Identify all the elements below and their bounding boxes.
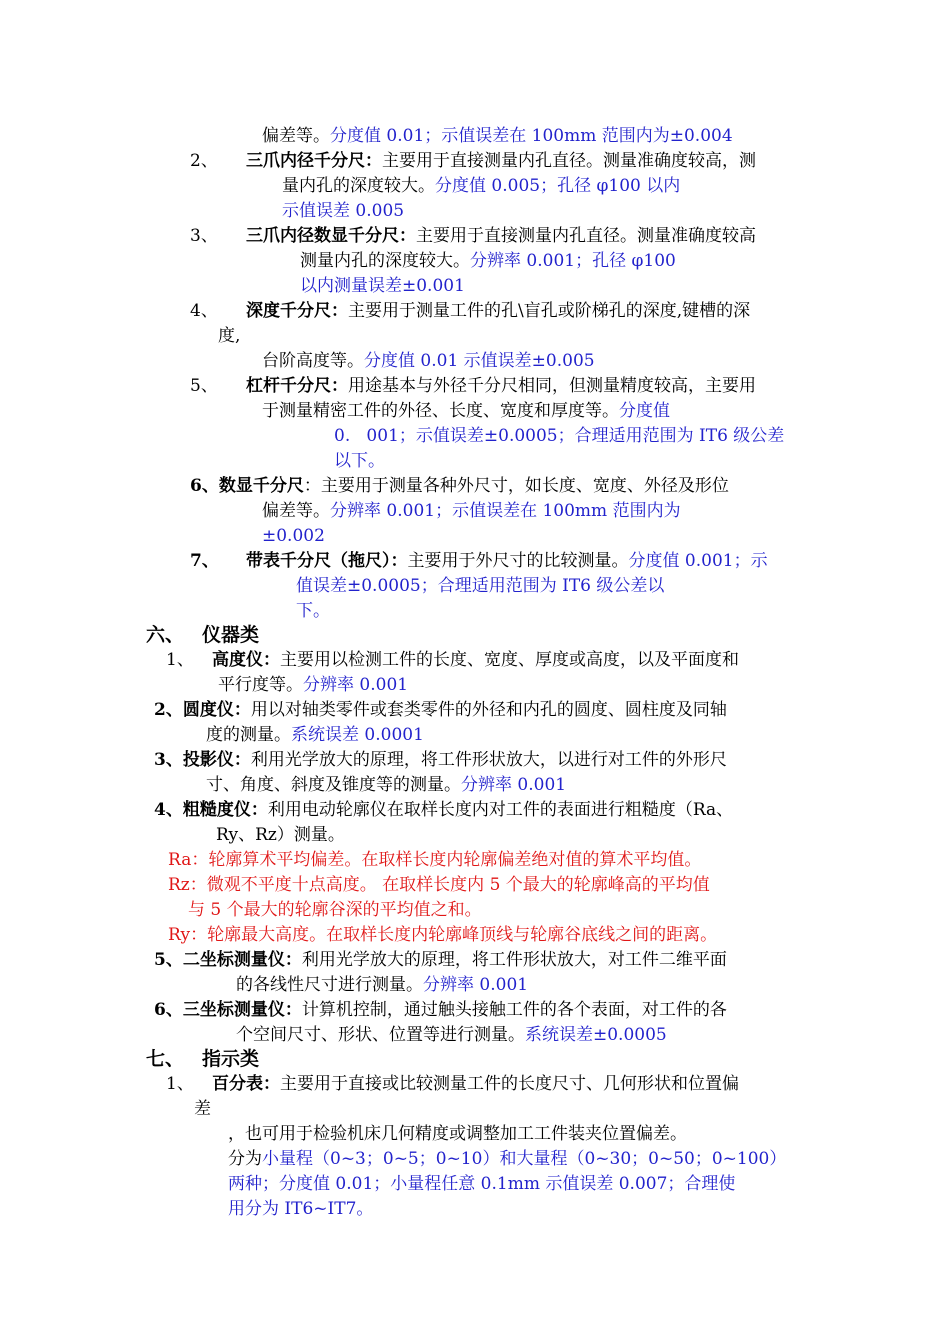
list-item: 7、 带表千分尺（拖尺）：主要用于外尺寸的比较测量。分度值 0.001；示 xyxy=(190,551,768,571)
list-item: 4、粗糙度仪：利用电动轮廓仪在取样长度内对工件的表面进行粗糙度（Ra、 xyxy=(154,800,734,820)
text-line: 分为小量程（0~3；0~5；0~10）和大量程（0~30；0~50；0~100） xyxy=(228,1149,787,1169)
definition-ra: Ra：轮廓算术平均偏差。在取样长度内轮廓偏差绝对值的算术平均值。 xyxy=(168,850,702,870)
definition-ry: Ry：轮廓最大高度。在取样长度内轮廓峰顶线与轮廓谷底线之间的距离。 xyxy=(168,925,718,945)
text-line: 于测量精密工件的外径、长度、宽度和厚度等。分度值 xyxy=(262,401,670,421)
text-line: 台阶高度等。分度值 0.01 示值误差±0.005 xyxy=(262,351,595,371)
list-item: 6、数显千分尺：主要用于测量各种外尺寸，如长度、宽度、外径及形位 xyxy=(190,476,729,496)
text-line: 下。 xyxy=(296,601,330,621)
list-item: 5、二坐标测量仪：利用光学放大的原理，将工件形状放大，对工件二维平面 xyxy=(154,950,727,970)
text-line: 度, xyxy=(218,326,241,346)
text-line: 测量内孔的深度较大。分辨率 0.001；孔径 φ100 xyxy=(300,251,676,271)
text-line: 值误差±0.0005；合理适用范围为 IT6 级公差以 xyxy=(296,576,665,596)
text-line: 两种；分度值 0.01；小量程任意 0.1mm 示值误差 0.007；合理使 xyxy=(228,1174,736,1194)
text-line: 个空间尺寸、形状、位置等进行测量。系统误差±0.0005 xyxy=(236,1025,667,1045)
list-item: 3、投影仪：利用光学放大的原理，将工件形状放大，以进行对工件的外形尺 xyxy=(154,750,727,770)
list-item: 1、 百分表：主要用于直接或比较测量工件的长度尺寸、几何形状和位置偏 xyxy=(166,1074,739,1094)
text-line: 差 xyxy=(194,1099,211,1119)
list-item: 2、圆度仪：用以对轴类零件或套类零件的外径和内孔的圆度、圆柱度及同轴 xyxy=(154,700,727,720)
text-line: 以下。 xyxy=(334,451,385,471)
text-line: 以内测量误差±0.001 xyxy=(300,276,465,296)
list-item: 3、 三爪内径数显千分尺：主要用于直接测量内孔直径。测量准确度较高 xyxy=(190,226,756,246)
text-line: 量内孔的深度较大。分度值 0.005；孔径 φ100 以内 xyxy=(282,176,681,196)
text-line: 用分为 IT6~IT7。 xyxy=(228,1199,374,1219)
text-line: 度的测量。系统误差 0.0001 xyxy=(206,725,424,745)
text-line: 平行度等。分辨率 0.001 xyxy=(218,675,409,695)
text-line: 与 5 个最大的轮廓谷深的平均值之和。 xyxy=(188,900,482,920)
section-heading: 七、 指示类 xyxy=(146,1048,260,1070)
text-line: 示值误差 0.005 xyxy=(282,201,405,221)
section-heading: 六、 仪器类 xyxy=(146,624,260,646)
definition-rz: Rz：微观不平度十点高度。 在取样长度内 5 个最大的轮廓峰高的平均值 xyxy=(168,875,710,895)
text-line: 0. 001；示值误差±0.0005；合理适用范围为 IT6 级公差 xyxy=(334,426,785,446)
list-item: 5、 杠杆千分尺：用途基本与外径千分尺相同，但测量精度较高，主要用 xyxy=(190,376,756,396)
list-item: 1、 高度仪：主要用以检测工件的长度、宽度、厚度或高度，以及平面度和 xyxy=(166,650,739,670)
text-line: 偏差等。分度值 0.01；示值误差在 100mm 范围内为±0.004 xyxy=(262,126,733,146)
text-line: 寸、角度、斜度及锥度等的测量。分辨率 0.001 xyxy=(206,775,567,795)
list-item: 6、三坐标测量仪：计算机控制，通过触头接触工件的各个表面，对工件的各 xyxy=(154,1000,727,1020)
text-line: ±0.002 xyxy=(262,526,325,546)
list-item: 4、 深度千分尺：主要用于测量工件的孔\盲孔或阶梯孔的深度,键槽的深 xyxy=(190,301,751,321)
list-item: 2、 三爪内径千分尺：主要用于直接测量内孔直径。测量准确度较高，测 xyxy=(190,151,756,171)
text-line: 的各线性尺寸进行测量。分辨率 0.001 xyxy=(236,975,529,995)
text-line: ，也可用于检验机床几何精度或调整加工工件装夹位置偏差。 xyxy=(228,1124,687,1144)
text-line: 偏差等。分辨率 0.001；示值误差在 100mm 范围内为 xyxy=(262,501,681,521)
text-line: Ry、Rz）测量。 xyxy=(216,825,345,845)
